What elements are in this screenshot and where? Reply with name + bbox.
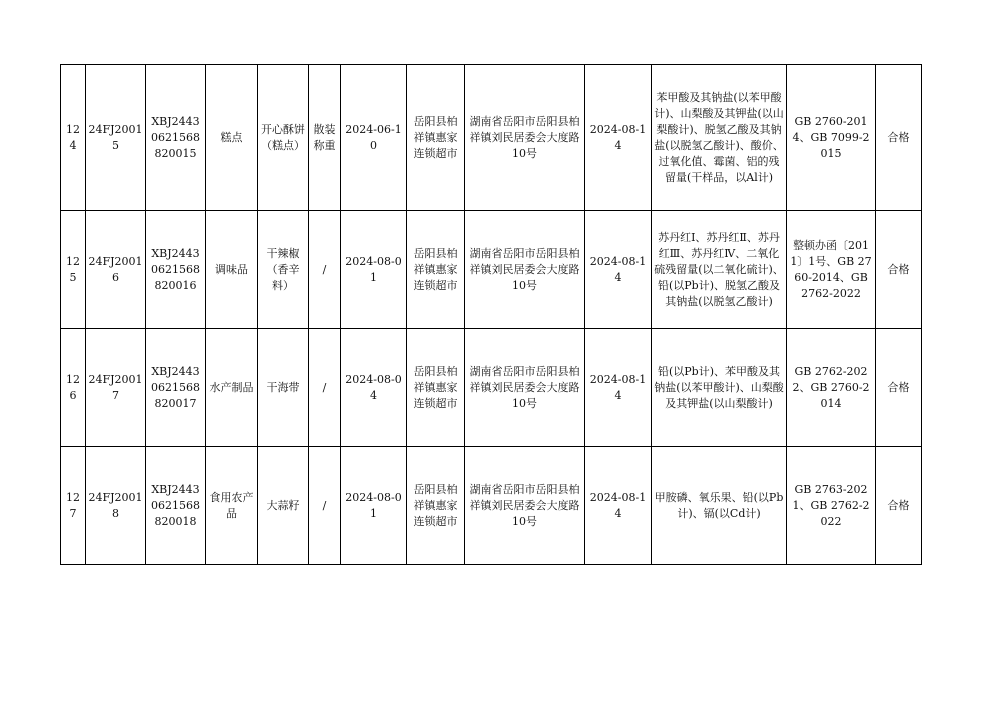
production-date-cell: 2024-06-10 (341, 65, 407, 211)
seller-cell: 岳阳县柏祥镇惠家连锁超市 (407, 211, 465, 329)
spec-cell: / (309, 447, 341, 565)
category-cell: 糕点 (206, 65, 258, 211)
task-no-cell: 24FJ20017 (86, 329, 146, 447)
result-cell: 合格 (876, 65, 922, 211)
standard-cell: GB 2760-2014、GB 7099-2015 (787, 65, 876, 211)
spec-cell: 散装称重 (309, 65, 341, 211)
seq-cell: 126 (61, 329, 86, 447)
sampling-date-cell: 2024-08-14 (585, 329, 652, 447)
seq-cell: 125 (61, 211, 86, 329)
test-items-cell: 苏丹红Ⅰ、苏丹红Ⅱ、苏丹红Ⅲ、苏丹红Ⅳ、二氧化硫残留量(以二氧化硫计)、铅(以Pb计)、脱氢乙酸及其钠盐(以脱氢乙酸计) (652, 211, 787, 329)
standard-cell: GB 2762-2022、GB 2760-2014 (787, 329, 876, 447)
sample-no-cell: XBJ24430621568820017 (146, 329, 206, 447)
task-no-cell: 24FJ20015 (86, 65, 146, 211)
standard-cell: GB 2763-2021、GB 2762-2022 (787, 447, 876, 565)
result-cell: 合格 (876, 211, 922, 329)
test-items-cell: 铅(以Pb计)、苯甲酸及其钠盐(以苯甲酸计)、山梨酸及其钾盐(以山梨酸计) (652, 329, 787, 447)
product-name-cell: 大蒜籽 (258, 447, 309, 565)
seq-cell: 124 (61, 65, 86, 211)
table-row (61, 211, 922, 329)
seq-cell: 127 (61, 447, 86, 565)
production-date-cell: 2024-08-04 (341, 329, 407, 447)
product-name-cell: 开心酥饼（糕点） (258, 65, 309, 211)
spec-cell: / (309, 329, 341, 447)
product-name-cell: 干辣椒（香辛料） (258, 211, 309, 329)
test-items-cell: 甲胺磷、氧乐果、铅(以Pb计)、镉(以Cd计) (652, 447, 787, 565)
test-items-cell: 苯甲酸及其钠盐(以苯甲酸计)、山梨酸及其钾盐(以山梨酸计)、脱氢乙酸及其钠盐(以脱氢乙酸计)、酸价、过氧化值、霉菌、铝的残留量(干样品，以Al计) (652, 65, 787, 211)
table-row (61, 65, 922, 211)
standard-cell: 整顿办函〔2011〕1号、GB 2760-2014、GB 2762-2022 (787, 211, 876, 329)
production-date-cell: 2024-08-01 (341, 211, 407, 329)
category-cell: 水产制品 (206, 329, 258, 447)
sample-no-cell: XBJ24430621568820018 (146, 447, 206, 565)
sample-no-cell: XBJ24430621568820016 (146, 211, 206, 329)
sampling-date-cell: 2024-08-14 (585, 447, 652, 565)
table-row (61, 329, 922, 447)
task-no-cell: 24FJ20018 (86, 447, 146, 565)
address-cell: 湖南省岳阳市岳阳县柏祥镇刘民居委会大度路10号 (465, 65, 585, 211)
sample-no-cell: XBJ24430621568820015 (146, 65, 206, 211)
seller-cell: 岳阳县柏祥镇惠家连锁超市 (407, 65, 465, 211)
seller-cell: 岳阳县柏祥镇惠家连锁超市 (407, 329, 465, 447)
address-cell: 湖南省岳阳市岳阳县柏祥镇刘民居委会大度路10号 (465, 329, 585, 447)
address-cell: 湖南省岳阳市岳阳县柏祥镇刘民居委会大度路10号 (465, 211, 585, 329)
address-cell: 湖南省岳阳市岳阳县柏祥镇刘民居委会大度路10号 (465, 447, 585, 565)
task-no-cell: 24FJ20016 (86, 211, 146, 329)
result-cell: 合格 (876, 329, 922, 447)
inspection-results-table (60, 64, 922, 565)
category-cell: 食用农产品 (206, 447, 258, 565)
table-row (61, 447, 922, 565)
product-name-cell: 干海带 (258, 329, 309, 447)
result-cell: 合格 (876, 447, 922, 565)
category-cell: 调味品 (206, 211, 258, 329)
sampling-date-cell: 2024-08-14 (585, 211, 652, 329)
spec-cell: / (309, 211, 341, 329)
production-date-cell: 2024-08-01 (341, 447, 407, 565)
seller-cell: 岳阳县柏祥镇惠家连锁超市 (407, 447, 465, 565)
sampling-date-cell: 2024-08-14 (585, 65, 652, 211)
